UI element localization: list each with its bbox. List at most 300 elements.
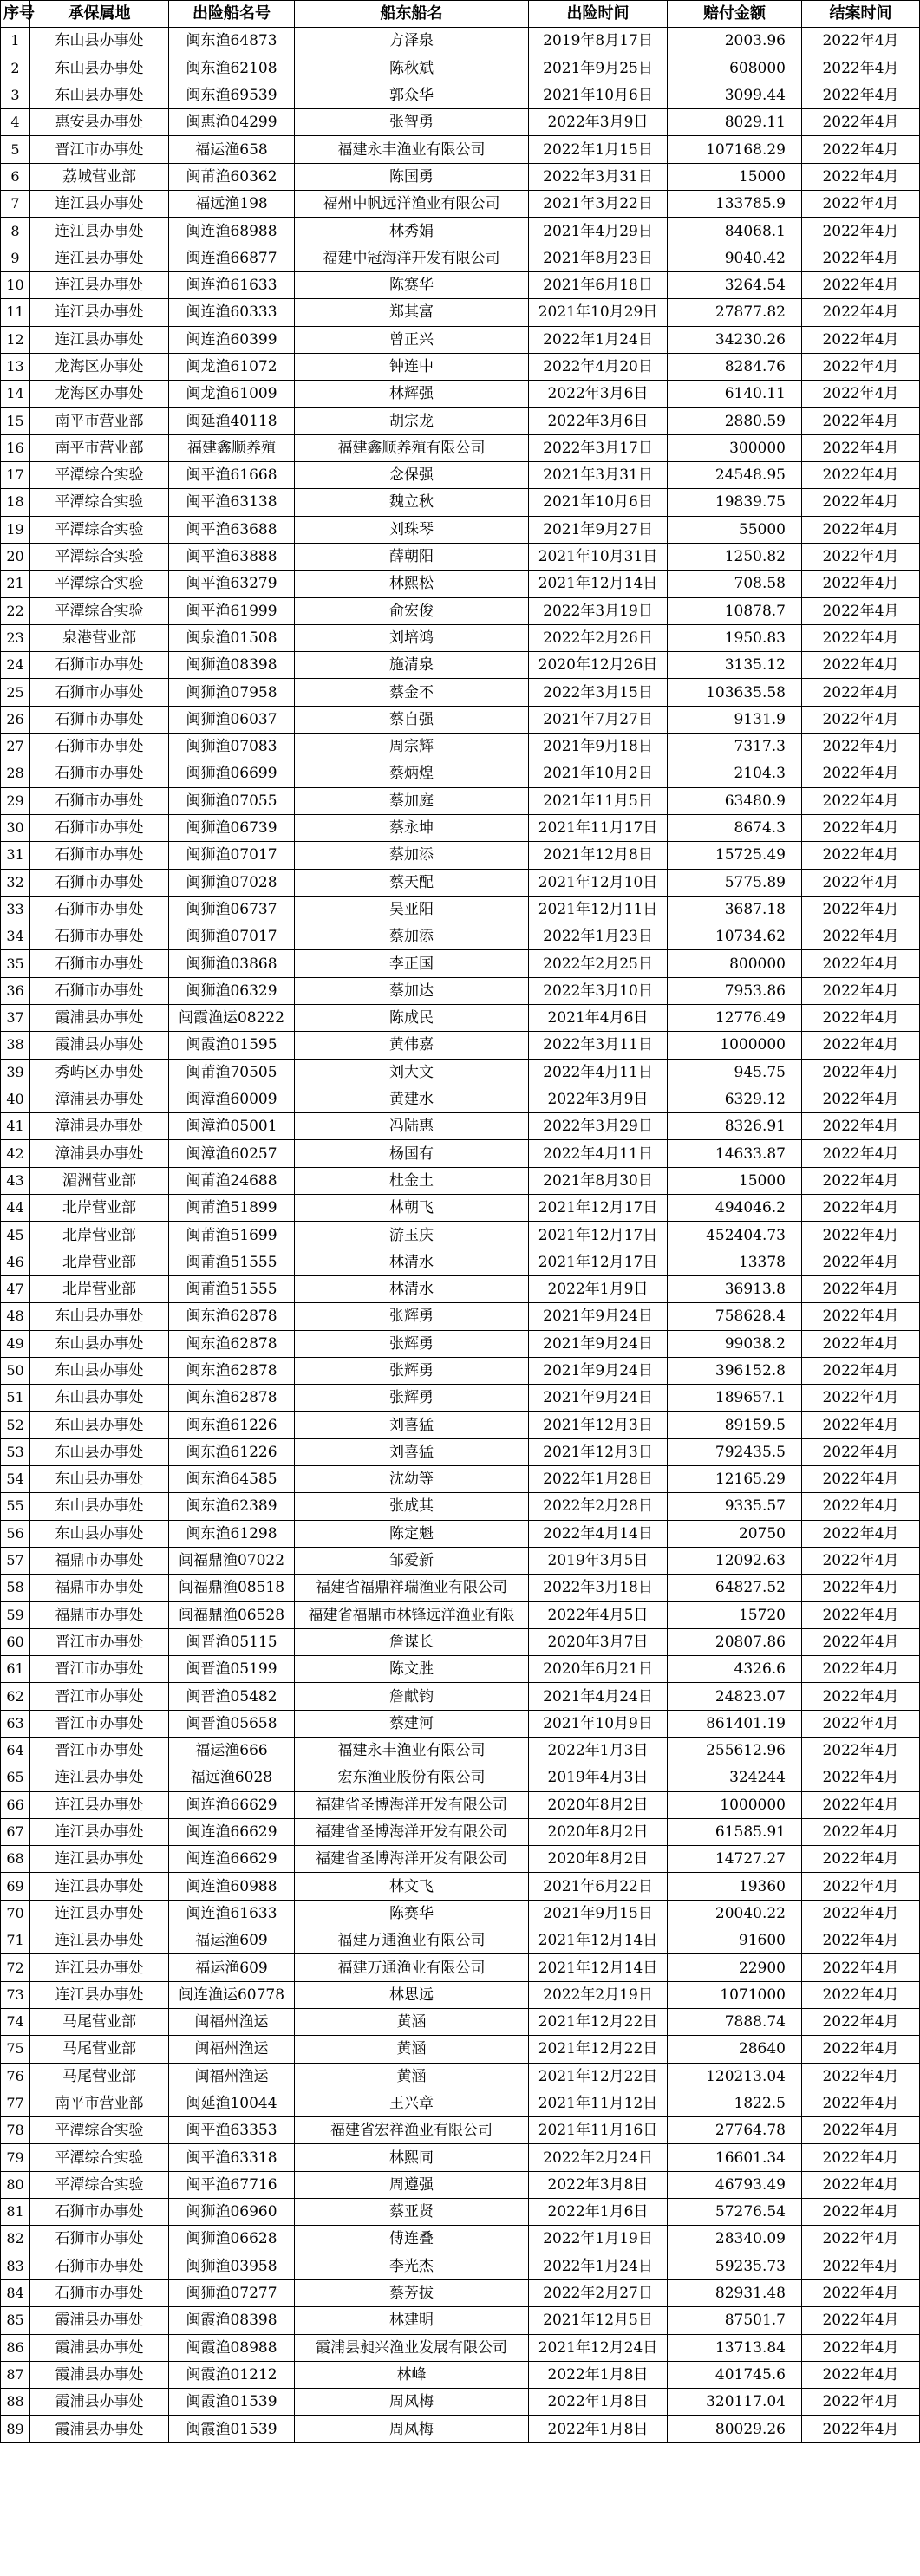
cell-branch: 晋江市办事处 [30,1656,169,1683]
cell-index: 48 [1,1303,30,1330]
table-row [1,842,920,869]
cell-owner: 方泽泉 [295,28,529,55]
cell-incident-date: 2021年6月18日 [529,271,668,298]
cell-vessel: 闽东渔64873 [169,28,295,55]
cell-closed: 2022年4月 [802,1738,920,1764]
cell-branch: 南平市营业部 [30,434,169,461]
cell-branch: 东山县办事处 [30,1412,169,1438]
cell-vessel: 闽狮渔07277 [169,2279,295,2306]
cell-index: 19 [1,516,30,543]
cell-branch: 霞浦县办事处 [30,2389,169,2416]
table-row [1,1683,920,1710]
table-row [1,82,920,108]
cell-owner: 蔡加添 [295,842,529,869]
cell-index: 47 [1,1275,30,1302]
cell-index: 5 [1,136,30,163]
cell-closed: 2022年4月 [802,1303,920,1330]
cell-closed: 2022年4月 [802,2117,920,2144]
cell-vessel: 闽平渔63138 [169,489,295,516]
cell-branch: 晋江市办事处 [30,1738,169,1764]
cell-vessel: 闽狮渔07083 [169,734,295,760]
cell-branch: 北岸营业部 [30,1195,169,1222]
table-row [1,1004,920,1031]
cell-incident-date: 2021年9月24日 [529,1357,668,1384]
cell-branch: 晋江市办事处 [30,136,169,163]
cell-index: 81 [1,2199,30,2226]
cell-closed: 2022年4月 [802,2416,920,2442]
cell-owner: 黄建水 [295,1086,529,1112]
cell-incident-date: 2021年12月3日 [529,1438,668,1465]
cell-index: 60 [1,1628,30,1655]
cell-closed: 2022年4月 [802,597,920,624]
cell-index: 55 [1,1493,30,1520]
cell-incident-date: 2021年7月27日 [529,706,668,733]
cell-index: 23 [1,624,30,651]
cell-owner: 詹献钧 [295,1683,529,1710]
cell-branch: 福鼎市办事处 [30,1575,169,1601]
cell-owner: 蔡加达 [295,977,529,1004]
cell-vessel: 闽霞渔运08222 [169,1004,295,1031]
cell-index: 28 [1,760,30,787]
cell-index: 63 [1,1710,30,1737]
cell-owner: 陈国勇 [295,163,529,190]
cell-owner: 陈成民 [295,1004,529,1031]
cell-owner: 黄涵 [295,2008,529,2035]
cell-amount: 708.58 [668,571,802,597]
cell-owner: 念保强 [295,462,529,489]
cell-index: 72 [1,1954,30,1981]
table-row [1,787,920,814]
table-row [1,271,920,298]
cell-vessel: 闽平渔61999 [169,597,295,624]
cell-incident-date: 2021年12月22日 [529,2063,668,2090]
cell-closed: 2022年4月 [802,2008,920,2035]
table-row [1,2117,920,2144]
cell-closed: 2022年4月 [802,2279,920,2306]
cell-owner: 刘培鸿 [295,624,529,651]
cell-incident-date: 2021年9月15日 [529,1900,668,1927]
cell-owner: 陈定魁 [295,1520,529,1547]
cell-incident-date: 2022年2月25日 [529,950,668,977]
cell-amount: 24548.95 [668,462,802,489]
table-row [1,136,920,163]
cell-owner: 薛朝阳 [295,543,529,570]
cell-index: 43 [1,1167,30,1194]
cell-branch: 南平市营业部 [30,408,169,434]
cell-incident-date: 2021年10月6日 [529,489,668,516]
cell-vessel: 闽狮渔07958 [169,679,295,706]
cell-amount: 3099.44 [668,82,802,108]
cell-closed: 2022年4月 [802,55,920,82]
cell-owner: 杜金土 [295,1167,529,1194]
cell-branch: 北岸营业部 [30,1275,169,1302]
col-header-branch: 承保属地 [30,1,169,28]
cell-owner: 胡宗龙 [295,408,529,434]
cell-closed: 2022年4月 [802,1981,920,2008]
cell-amount: 20807.86 [668,1628,802,1655]
cell-owner: 郭众华 [295,82,529,108]
cell-owner: 曾正兴 [295,326,529,353]
cell-index: 50 [1,1357,30,1384]
cell-amount: 1250.82 [668,543,802,570]
cell-amount: 8326.91 [668,1113,802,1140]
table-row [1,706,920,733]
table-body [1,28,920,2442]
cell-incident-date: 2022年1月8日 [529,2416,668,2442]
cell-vessel: 闽东渔62108 [169,55,295,82]
cell-branch: 惠安县办事处 [30,109,169,136]
cell-amount: 401745.6 [668,2361,802,2388]
cell-vessel: 闽东渔69539 [169,82,295,108]
table-row [1,1493,920,1520]
table-row [1,543,920,570]
cell-amount: 9040.42 [668,245,802,271]
cell-branch: 石狮市办事处 [30,869,169,896]
cell-branch: 连江县办事处 [30,299,169,326]
cell-closed: 2022年4月 [802,28,920,55]
table-row [1,2008,920,2035]
cell-closed: 2022年4月 [802,1710,920,1737]
cell-vessel: 闽霞渔08398 [169,2307,295,2334]
cell-amount: 4326.6 [668,1656,802,1683]
cell-amount: 64827.52 [668,1575,802,1601]
cell-amount: 46793.49 [668,2171,802,2198]
cell-incident-date: 2021年12月17日 [529,1222,668,1249]
cell-owner: 蔡天配 [295,869,529,896]
cell-amount: 9335.57 [668,1493,802,1520]
cell-amount: 63480.9 [668,787,802,814]
cell-owner: 陈赛华 [295,271,529,298]
cell-amount: 300000 [668,434,802,461]
cell-vessel: 闽龙渔61009 [169,381,295,408]
table-row [1,1764,920,1791]
cell-vessel: 闽连渔运60778 [169,1981,295,2008]
cell-index: 37 [1,1004,30,1031]
cell-incident-date: 2022年3月6日 [529,408,668,434]
cell-vessel: 闽晋渔05482 [169,1683,295,1710]
cell-closed: 2022年4月 [802,1195,920,1222]
cell-owner: 林思远 [295,1981,529,2008]
cell-vessel: 闽晋渔05658 [169,1710,295,1737]
cell-amount: 19839.75 [668,489,802,516]
cell-incident-date: 2022年1月3日 [529,1738,668,1764]
cell-incident-date: 2021年12月3日 [529,1412,668,1438]
table-row [1,1438,920,1465]
cell-vessel: 闽莆渔51555 [169,1275,295,1302]
cell-closed: 2022年4月 [802,1764,920,1791]
cell-vessel: 闽平渔61668 [169,462,295,489]
cell-closed: 2022年4月 [802,2144,920,2171]
cell-index: 65 [1,1764,30,1791]
cell-amount: 15725.49 [668,842,802,869]
cell-branch: 福鼎市办事处 [30,1601,169,1628]
cell-branch: 东山县办事处 [30,1385,169,1412]
cell-owner: 李光杰 [295,2253,529,2279]
cell-index: 24 [1,652,30,679]
cell-closed: 2022年4月 [802,1575,920,1601]
cell-vessel: 闽东渔64585 [169,1466,295,1493]
table-row [1,1086,920,1112]
cell-incident-date: 2021年11月17日 [529,814,668,841]
cell-index: 44 [1,1195,30,1222]
cell-index: 86 [1,2334,30,2361]
cell-index: 3 [1,82,30,108]
cell-closed: 2022年4月 [802,462,920,489]
table-row [1,2416,920,2442]
cell-incident-date: 2022年3月18日 [529,1575,668,1601]
cell-index: 42 [1,1140,30,1167]
table-row [1,571,920,597]
cell-index: 33 [1,896,30,923]
cell-amount: 14727.27 [668,1846,802,1873]
cell-branch: 连江县办事处 [30,1927,169,1954]
cell-vessel: 闽连渔61633 [169,1900,295,1927]
cell-index: 74 [1,2008,30,2035]
cell-incident-date: 2021年3月31日 [529,462,668,489]
cell-branch: 连江县办事处 [30,271,169,298]
cell-vessel: 闽龙渔61072 [169,353,295,380]
table-row [1,1981,920,2008]
cell-closed: 2022年4月 [802,1140,920,1167]
cell-owner: 蔡金不 [295,679,529,706]
table-row [1,2144,920,2171]
cell-incident-date: 2020年12月26日 [529,652,668,679]
table-row [1,1249,920,1275]
cell-index: 39 [1,1059,30,1086]
cell-owner: 刘喜猛 [295,1438,529,1465]
cell-branch: 连江县办事处 [30,191,169,218]
cell-branch: 平潭综合实验 [30,543,169,570]
cell-incident-date: 2021年3月22日 [529,191,668,218]
cell-vessel: 闽莆渔24688 [169,1167,295,1194]
cell-owner: 蔡建河 [295,1710,529,1737]
cell-vessel: 闽霞渔01595 [169,1032,295,1059]
cell-amount: 15720 [668,1601,802,1628]
cell-branch: 福鼎市办事处 [30,1547,169,1574]
cell-vessel: 闽霞渔01539 [169,2416,295,2442]
cell-closed: 2022年4月 [802,1412,920,1438]
table-row [1,1547,920,1574]
cell-index: 83 [1,2253,30,2279]
cell-branch: 东山县办事处 [30,1330,169,1357]
cell-branch: 连江县办事处 [30,1764,169,1791]
cell-incident-date: 2022年1月9日 [529,1275,668,1302]
cell-owner: 福建省圣博海洋开发有限公司 [295,1846,529,1873]
cell-index: 61 [1,1656,30,1683]
cell-amount: 3135.12 [668,652,802,679]
cell-index: 13 [1,353,30,380]
cell-branch: 连江县办事处 [30,1818,169,1845]
table-row [1,1275,920,1302]
cell-incident-date: 2022年3月17日 [529,434,668,461]
cell-index: 49 [1,1330,30,1357]
cell-index: 7 [1,191,30,218]
cell-amount: 320117.04 [668,2389,802,2416]
table-row [1,218,920,245]
table-row [1,163,920,190]
cell-closed: 2022年4月 [802,842,920,869]
cell-index: 30 [1,814,30,841]
cell-closed: 2022年4月 [802,2389,920,2416]
cell-index: 67 [1,1818,30,1845]
cell-incident-date: 2021年9月25日 [529,55,668,82]
cell-index: 15 [1,408,30,434]
cell-incident-date: 2021年12月17日 [529,1249,668,1275]
cell-index: 31 [1,842,30,869]
cell-incident-date: 2021年10月2日 [529,760,668,787]
cell-branch: 石狮市办事处 [30,787,169,814]
table-row [1,2361,920,2388]
cell-branch: 石狮市办事处 [30,896,169,923]
cell-owner: 张辉勇 [295,1303,529,1330]
table-row [1,1601,920,1628]
table-row [1,1791,920,1818]
cell-vessel: 闽莆渔70505 [169,1059,295,1086]
cell-vessel: 闽狮渔07028 [169,869,295,896]
cell-branch: 霞浦县办事处 [30,1032,169,1059]
cell-owner: 福建省圣博海洋开发有限公司 [295,1791,529,1818]
cell-owner: 刘喜猛 [295,1412,529,1438]
cell-incident-date: 2021年4月24日 [529,1683,668,1710]
cell-owner: 傅连叠 [295,2226,529,2253]
cell-index: 16 [1,434,30,461]
cell-branch: 连江县办事处 [30,1873,169,1900]
cell-amount: 3687.18 [668,896,802,923]
cell-incident-date: 2020年8月2日 [529,1818,668,1845]
cell-vessel: 闽福鼎渔06528 [169,1601,295,1628]
cell-branch: 石狮市办事处 [30,2279,169,2306]
cell-branch: 平潭综合实验 [30,462,169,489]
cell-branch: 平潭综合实验 [30,597,169,624]
cell-incident-date: 2021年10月29日 [529,299,668,326]
cell-closed: 2022年4月 [802,2361,920,2388]
table-row [1,2334,920,2361]
cell-incident-date: 2021年11月5日 [529,787,668,814]
cell-incident-date: 2019年3月5日 [529,1547,668,1574]
cell-branch: 晋江市办事处 [30,1710,169,1737]
table-row [1,1330,920,1357]
cell-branch: 霞浦县办事处 [30,2361,169,2388]
cell-amount: 452404.73 [668,1222,802,1249]
cell-branch: 石狮市办事处 [30,706,169,733]
cell-amount: 2104.3 [668,760,802,787]
cell-incident-date: 2022年4月11日 [529,1140,668,1167]
cell-vessel: 闽狮渔07017 [169,923,295,950]
cell-branch: 东山县办事处 [30,1438,169,1465]
cell-index: 27 [1,734,30,760]
cell-branch: 连江县办事处 [30,1954,169,1981]
cell-owner: 蔡加添 [295,923,529,950]
cell-closed: 2022年4月 [802,1385,920,1412]
cell-owner: 张辉勇 [295,1357,529,1384]
cell-amount: 16601.34 [668,2144,802,2171]
cell-owner: 蔡加庭 [295,787,529,814]
cell-closed: 2022年4月 [802,218,920,245]
cell-branch: 石狮市办事处 [30,923,169,950]
cell-closed: 2022年4月 [802,2036,920,2063]
cell-owner: 刘珠琴 [295,516,529,543]
cell-vessel: 闽霞渔08988 [169,2334,295,2361]
table-row [1,1818,920,1845]
table-row [1,869,920,896]
cell-amount: 1000000 [668,1032,802,1059]
cell-branch: 连江县办事处 [30,1846,169,1873]
table-row [1,109,920,136]
cell-owner: 刘大文 [295,1059,529,1086]
cell-vessel: 闽狮渔06699 [169,760,295,787]
cell-amount: 7317.3 [668,734,802,760]
cell-amount: 1822.5 [668,2090,802,2116]
cell-index: 62 [1,1683,30,1710]
cell-closed: 2022年4月 [802,1032,920,1059]
cell-owner: 蔡炳煌 [295,760,529,787]
cell-vessel: 福远渔6028 [169,1764,295,1791]
cell-vessel: 闽狮渔08398 [169,652,295,679]
cell-incident-date: 2021年12月24日 [529,2334,668,2361]
cell-owner: 周宗辉 [295,734,529,760]
cell-amount: 8284.76 [668,353,802,380]
cell-closed: 2022年4月 [802,1520,920,1547]
cell-index: 66 [1,1791,30,1818]
col-header-index: 序号 [1,1,30,28]
cell-branch: 南平市营业部 [30,2090,169,2116]
cell-owner: 林熙松 [295,571,529,597]
cell-index: 17 [1,462,30,489]
cell-owner: 林文飞 [295,1873,529,1900]
cell-branch: 北岸营业部 [30,1249,169,1275]
cell-branch: 霞浦县办事处 [30,2307,169,2334]
cell-amount: 13713.84 [668,2334,802,2361]
cell-branch: 连江县办事处 [30,1981,169,2008]
table-row [1,326,920,353]
cell-branch: 秀屿区办事处 [30,1059,169,1086]
cell-branch: 北岸营业部 [30,1222,169,1249]
cell-index: 70 [1,1900,30,1927]
cell-vessel: 闽连渔66629 [169,1818,295,1845]
cell-vessel: 闽平渔63688 [169,516,295,543]
cell-amount: 12776.49 [668,1004,802,1031]
cell-branch: 漳浦县办事处 [30,1113,169,1140]
table-row [1,2253,920,2279]
table-row [1,1466,920,1493]
cell-closed: 2022年4月 [802,163,920,190]
table-row [1,1032,920,1059]
cell-vessel: 闽狮渔06737 [169,896,295,923]
cell-amount: 120213.04 [668,2063,802,2090]
cell-branch: 连江县办事处 [30,218,169,245]
table-row [1,1520,920,1547]
cell-amount: 133785.9 [668,191,802,218]
cell-amount: 1950.83 [668,624,802,651]
cell-owner: 蔡永坤 [295,814,529,841]
cell-vessel: 闽狮渔03958 [169,2253,295,2279]
cell-amount: 55000 [668,516,802,543]
cell-closed: 2022年4月 [802,1656,920,1683]
cell-index: 18 [1,489,30,516]
cell-owner: 周凤梅 [295,2389,529,2416]
cell-vessel: 福运渔666 [169,1738,295,1764]
cell-vessel: 闽狮渔07017 [169,842,295,869]
cell-index: 69 [1,1873,30,1900]
cell-branch: 石狮市办事处 [30,679,169,706]
cell-owner: 福建鑫顺养殖有限公司 [295,434,529,461]
cell-incident-date: 2022年3月8日 [529,2171,668,2198]
cell-incident-date: 2022年3月19日 [529,597,668,624]
cell-closed: 2022年4月 [802,896,920,923]
cell-branch: 平潭综合实验 [30,571,169,597]
cell-owner: 黄涵 [295,2036,529,2063]
cell-incident-date: 2022年2月27日 [529,2279,668,2306]
